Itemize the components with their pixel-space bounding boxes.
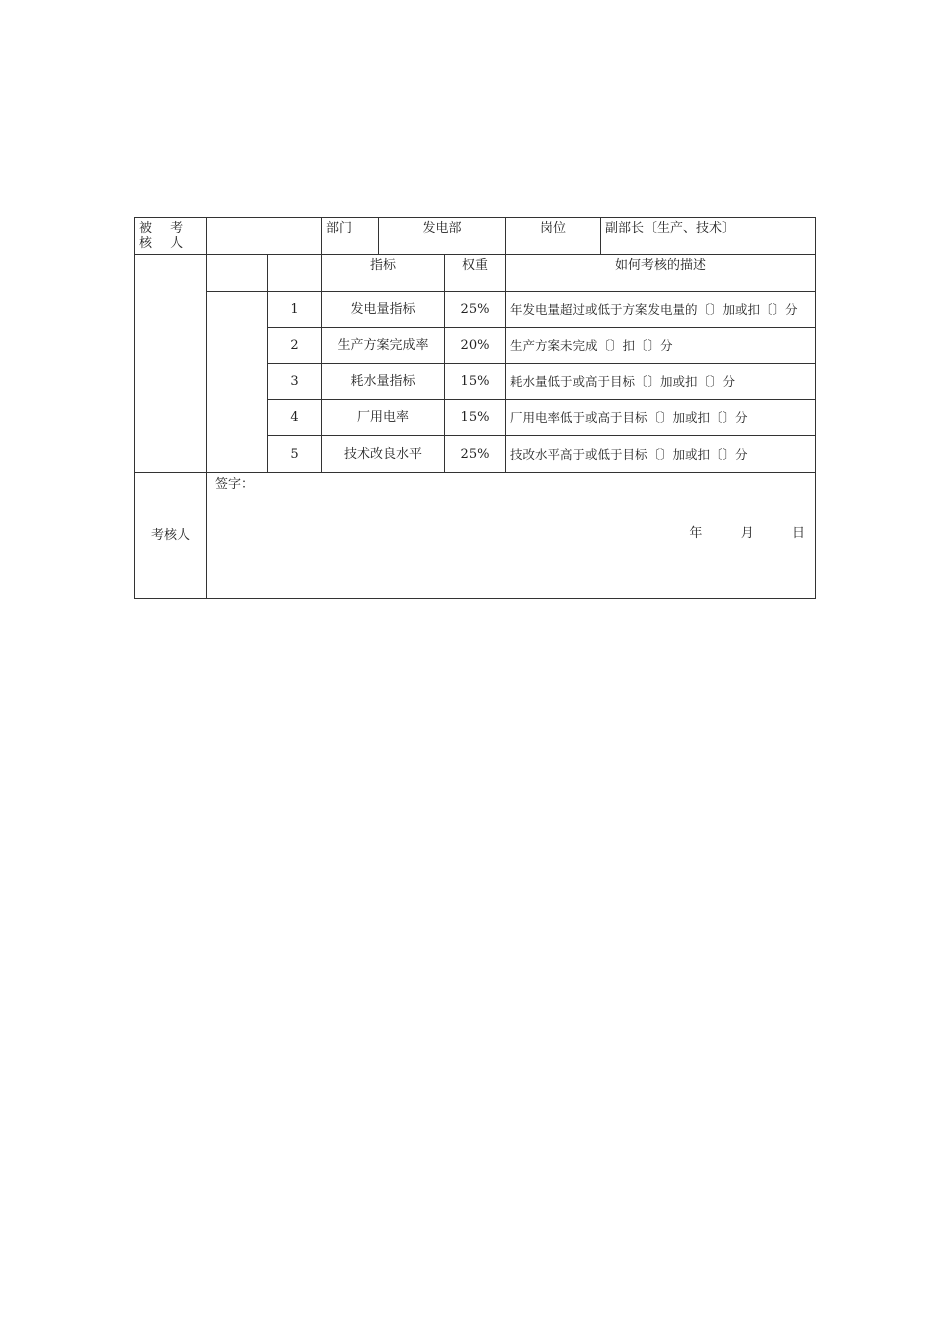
description-column-header: 如何考核的描述 [506,255,816,292]
weight-column-header: 权重 [445,255,506,292]
assessee-value-cell [207,218,322,255]
position-label: 岗位 [506,218,601,255]
row-number: 3 [268,364,322,400]
row-number: 2 [268,328,322,364]
blank-cell [268,255,322,292]
signature-date [689,526,805,541]
column-header-row [135,255,816,292]
weight-cell: 25% [445,292,506,328]
indicator-cell: 发电量指标 [322,292,445,328]
description-cell: 耗水量低于或高于目标〔〕加或扣〔〕分 [506,364,816,400]
position-value: 副部长〔生产、技术〕 [601,218,816,255]
indicator-column-header: 指标 [322,255,445,292]
weight-cell: 20% [445,328,506,364]
row-number: 4 [268,400,322,436]
row-number: 1 [268,292,322,328]
indicator-cell: 厂用电率 [322,400,445,436]
day-label: 日 [792,526,806,541]
assessment-form-table [134,217,816,599]
header-row [135,218,816,255]
dept-label: 部门 [322,218,379,255]
table-row [135,292,816,328]
signature-label: 签字： [215,477,255,492]
weight-cell: 15% [445,400,506,436]
blank-cell [207,292,268,473]
month-label: 月 [740,526,754,541]
weight-cell: 25% [445,436,506,473]
left-blank-cell [135,255,207,473]
description-cell: 年发电量超过或低于方案发电量的〔〕加或扣〔〕分 [506,292,816,328]
description-cell: 技改水平高于或低于目标〔〕加或扣〔〕分 [506,436,816,473]
row-number: 5 [268,436,322,473]
description-cell: 厂用电率低于或高于目标〔〕加或扣〔〕分 [506,400,816,436]
indicator-cell: 生产方案完成率 [322,328,445,364]
signature-row [135,473,816,599]
assessor-label: 考核人 [135,473,207,599]
indicator-cell: 技术改良水平 [322,436,445,473]
signature-cell[interactable] [207,473,816,599]
description-cell: 生产方案未完成〔〕扣〔〕分 [506,328,816,364]
year-label: 年 [689,526,703,541]
assessee-label: 被 考 核 人 [135,218,207,255]
blank-cell [207,255,268,292]
weight-cell: 15% [445,364,506,400]
dept-value: 发电部 [379,218,506,255]
indicator-cell: 耗水量指标 [322,364,445,400]
